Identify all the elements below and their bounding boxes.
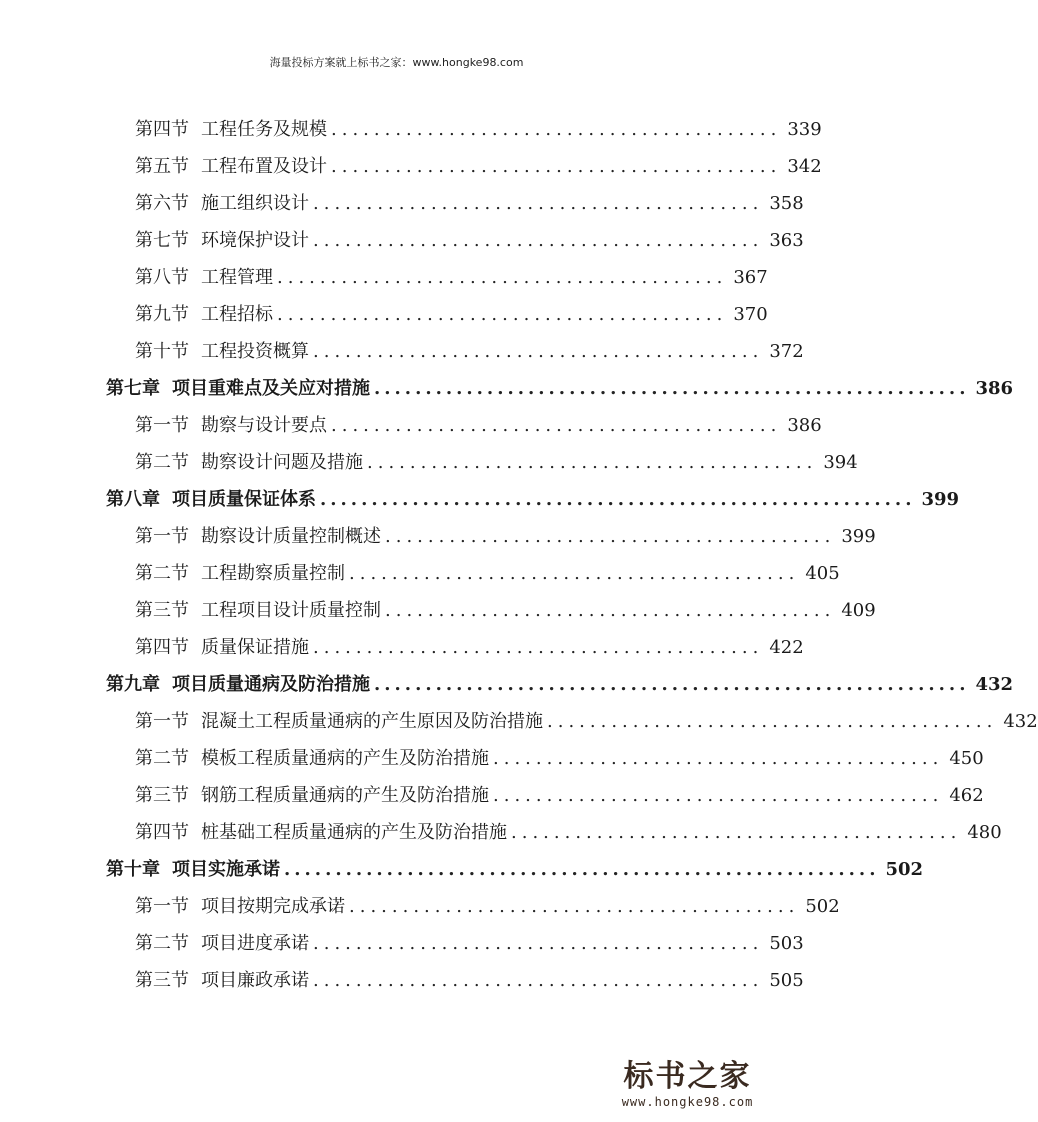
leader-dots: .......................................... bbox=[493, 748, 944, 769]
toc-chapter[interactable]: 第七章 项目重难点及关应对措施 .......................................................... 386 bbox=[106, 374, 698, 404]
toc-entry[interactable]: 第一节 勘察设计质量控制概述 .......................................... 399 bbox=[135, 522, 698, 552]
leader-dots: .......................................... bbox=[511, 822, 962, 843]
page-number: 422 bbox=[769, 637, 804, 658]
toc-entry[interactable]: 第十节 工程投资概算 .......................................... 372 bbox=[135, 337, 698, 367]
toc-entry[interactable]: 第八节 工程管理 .......................................... 367 bbox=[135, 263, 698, 293]
page-number: 358 bbox=[769, 193, 804, 214]
leader-dots: .......................................... bbox=[349, 896, 800, 917]
leader-dots: .......................................................... bbox=[284, 859, 880, 880]
leader-dots: .......................................... bbox=[313, 933, 764, 954]
leader-dots: .......................................... bbox=[331, 119, 782, 140]
toc-entry[interactable]: 第三节 工程项目设计质量控制 .......................................... 409 bbox=[135, 596, 698, 626]
toc-entry[interactable]: 第五节 工程布置及设计 .......................................... 342 bbox=[135, 152, 698, 182]
page-number: 394 bbox=[823, 452, 858, 473]
toc-chapter[interactable]: 第九章 项目质量通病及防治措施 .......................................................... 432 bbox=[106, 670, 698, 700]
leader-dots: .......................................... bbox=[277, 304, 728, 325]
leader-dots: .......................................... bbox=[385, 526, 836, 547]
leader-dots: .......................................... bbox=[277, 267, 728, 288]
toc-entry[interactable]: 第二节 项目进度承诺 .......................................... 503 bbox=[135, 929, 698, 959]
page-number: 432 bbox=[975, 674, 1014, 695]
page-number: 462 bbox=[949, 785, 984, 806]
page-number: 363 bbox=[769, 230, 804, 251]
page-number: 480 bbox=[967, 822, 1002, 843]
toc-entry[interactable]: 第一节 项目按期完成承诺 .......................................... 502 bbox=[135, 892, 698, 922]
leader-dots: .......................................... bbox=[331, 156, 782, 177]
toc-entry[interactable]: 第三节 项目廉政承诺 .......................................... 505 bbox=[135, 966, 698, 996]
page-number: 502 bbox=[885, 859, 924, 880]
toc-entry[interactable]: 第九节 工程招标 .......................................... 370 bbox=[135, 300, 698, 330]
page-number: 450 bbox=[949, 748, 984, 769]
toc-chapter[interactable]: 第十章 项目实施承诺 .......................................................... 502 bbox=[106, 855, 698, 885]
brand-url: www.hongke98.com bbox=[621, 1095, 754, 1109]
page-number: 367 bbox=[733, 267, 768, 288]
toc-entry[interactable]: 第三节 钢筋工程质量通病的产生及防治措施 .......................................... 462 bbox=[135, 781, 698, 811]
toc-entry[interactable]: 第一节 勘察与设计要点 .......................................... 386 bbox=[135, 411, 698, 441]
brand-logo: 标书之家 bbox=[623, 1059, 752, 1094]
toc-entry[interactable]: 第四节 质量保证措施 .......................................... 422 bbox=[135, 633, 698, 663]
leader-dots: .......................................... bbox=[313, 230, 764, 251]
toc-entry[interactable]: 第二节 工程勘察质量控制 .......................................... 405 bbox=[135, 559, 698, 589]
toc-entry[interactable]: 第二节 模板工程质量通病的产生及防治措施 .......................................... 450 bbox=[135, 744, 698, 774]
page-number: 405 bbox=[805, 563, 840, 584]
leader-dots: .......................................................... bbox=[374, 674, 970, 695]
page-number: 342 bbox=[787, 156, 822, 177]
page-number: 386 bbox=[975, 378, 1014, 399]
page-number: 386 bbox=[787, 415, 822, 436]
leader-dots: .......................................................... bbox=[374, 378, 970, 399]
page-number: 409 bbox=[841, 600, 876, 621]
page-number: 399 bbox=[841, 526, 876, 547]
leader-dots: .......................................... bbox=[313, 193, 764, 214]
page-number: 370 bbox=[733, 304, 768, 325]
brand-watermark bbox=[600, 1060, 775, 1110]
leader-dots: .......................................... bbox=[313, 970, 764, 991]
page-number: 372 bbox=[769, 341, 804, 362]
leader-dots: .......................................... bbox=[367, 452, 818, 473]
page-number: 502 bbox=[805, 896, 840, 917]
page-number: 503 bbox=[769, 933, 804, 954]
toc-entry[interactable]: 第一节 混凝土工程质量通病的产生原因及防治措施 .......................................... 432 bbox=[135, 707, 698, 737]
page-header: 海量投标方案就上标书之家：www.hongke98.com bbox=[269, 56, 524, 69]
leader-dots: .......................................... bbox=[493, 785, 944, 806]
page-number: 339 bbox=[787, 119, 822, 140]
page-number: 432 bbox=[1003, 711, 1038, 732]
toc-chapter[interactable]: 第八章 项目质量保证体系 .......................................................... 399 bbox=[106, 485, 698, 515]
leader-dots: .......................................... bbox=[313, 341, 764, 362]
toc-entry[interactable]: 第二节 勘察设计问题及措施 .......................................... 394 bbox=[135, 448, 698, 478]
leader-dots: .......................................... bbox=[385, 600, 836, 621]
toc-entry[interactable]: 第七节 环境保护设计 .......................................... 363 bbox=[135, 226, 698, 256]
leader-dots: .......................................... bbox=[313, 637, 764, 658]
toc-entry[interactable]: 第六节 施工组织设计 .......................................... 358 bbox=[135, 189, 698, 219]
leader-dots: .......................................... bbox=[547, 711, 998, 732]
toc-entry[interactable]: 第四节 工程任务及规模 .......................................... 339 bbox=[135, 115, 698, 145]
leader-dots: .......................................... bbox=[331, 415, 782, 436]
leader-dots: .......................................... bbox=[349, 563, 800, 584]
page-number: 399 bbox=[921, 489, 960, 510]
page-number: 505 bbox=[769, 970, 804, 991]
leader-dots: .......................................................... bbox=[320, 489, 916, 510]
toc-entry[interactable]: 第四节 桩基础工程质量通病的产生及防治措施 .......................................... 480 bbox=[135, 818, 698, 848]
